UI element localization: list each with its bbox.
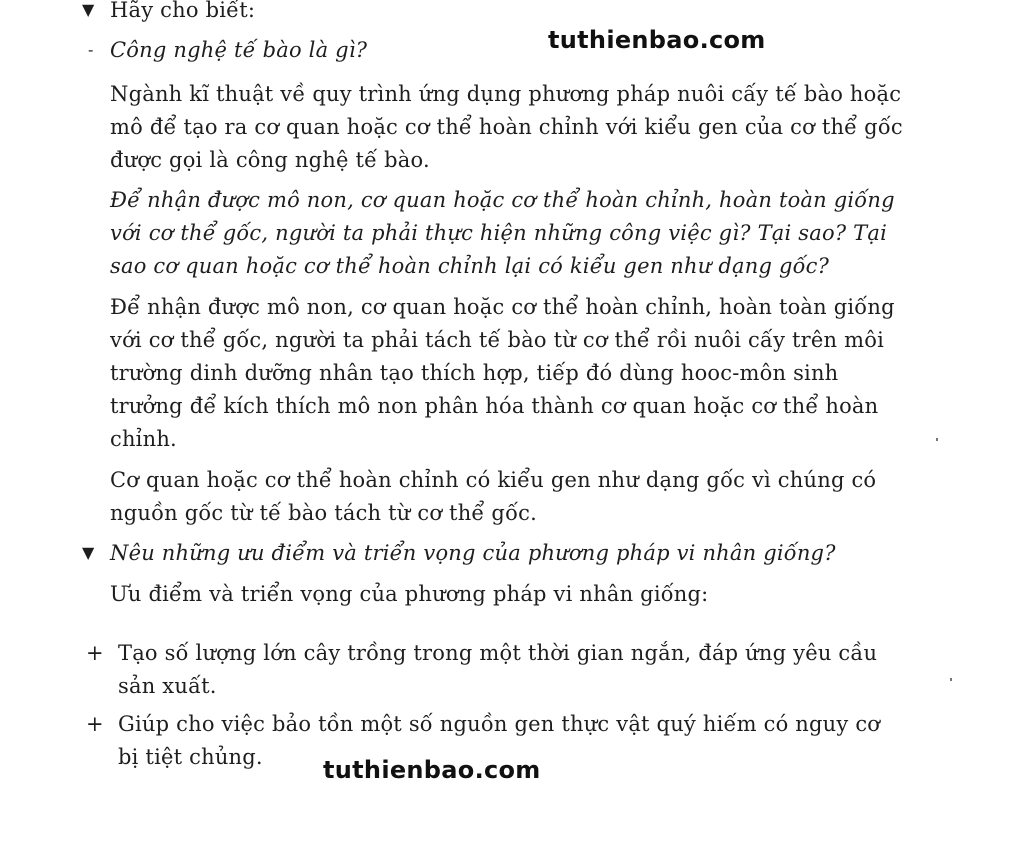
answer-1-line: được gọi là công nghệ tế bào. <box>110 148 430 172</box>
list-item-line: bị tiệt chủng. <box>118 745 263 769</box>
intro-heading: Hãy cho biết: <box>110 0 256 22</box>
list-item-line: Giúp cho việc bảo tồn một số nguồn gen thực vật quý hiếm có nguy cơ <box>118 712 881 736</box>
answer-2b-line: Cơ quan hoặc cơ thể hoàn chỉnh có kiểu gen như dạng gốc vì chúng có <box>110 468 877 492</box>
scan-speck <box>950 678 952 681</box>
list-item-line: Tạo số lượng lớn cây trồng trong một thời gian ngắn, đáp ứng yêu cầu <box>118 641 878 665</box>
answer-2-line: trường dinh dưỡng nhân tạo thích hợp, tiếp đó dùng hooc-môn sinh <box>110 361 839 385</box>
answer-2b-line: nguồn gốc từ tế bào tách từ cơ thể gốc. <box>110 501 537 525</box>
plus-bullet: + <box>86 641 104 665</box>
watermark-top: tuthienbao.com <box>548 26 766 54</box>
question-1: Công nghệ tế bào là gì? <box>110 38 368 62</box>
answer-2-line: chỉnh. <box>110 427 177 451</box>
plus-bullet: + <box>86 712 104 736</box>
answer-2-line: với cơ thể gốc, người ta phải tách tế bào từ cơ thể rồi nuôi cấy trên môi <box>110 328 885 352</box>
answer-2-line: Để nhận được mô non, cơ quan hoặc cơ thể hoàn chỉnh, hoàn toàn giống <box>110 295 895 319</box>
question-2-line: Để nhận được mô non, cơ quan hoặc cơ thể hoàn chỉnh, hoàn toàn giống <box>110 188 895 212</box>
triangle-bullet-icon: ▼ <box>82 543 95 562</box>
answer-1-line: mô để tạo ra cơ quan hoặc cơ thể hoàn chỉnh với kiểu gen của cơ thể gốc <box>110 115 903 139</box>
question-3: Nêu những ưu điểm và triển vọng của phương pháp vi nhân giống? <box>110 541 836 565</box>
triangle-bullet-icon: ▼ <box>82 0 95 19</box>
dash-bullet-icon: - <box>88 40 94 59</box>
list-item-line: sản xuất. <box>118 674 217 698</box>
question-2-line: sao cơ quan hoặc cơ thể hoàn chỉnh lại có kiểu gen như dạng gốc? <box>110 254 830 278</box>
question-2-line: với cơ thể gốc, người ta phải thực hiện những công việc gì? Tại sao? Tại <box>110 221 888 245</box>
answer-1-line: Ngành kĩ thuật về quy trình ứng dụng phương pháp nuôi cấy tế bào hoặc <box>110 82 902 106</box>
answer-3-intro: Ưu điểm và triển vọng của phương pháp vi nhân giống: <box>110 582 709 606</box>
answer-2-line: trưởng để kích thích mô non phân hóa thành cơ quan hoặc cơ thể hoàn <box>110 394 879 418</box>
watermark-bottom: tuthienbao.com <box>323 756 541 784</box>
scan-speck <box>936 438 938 441</box>
